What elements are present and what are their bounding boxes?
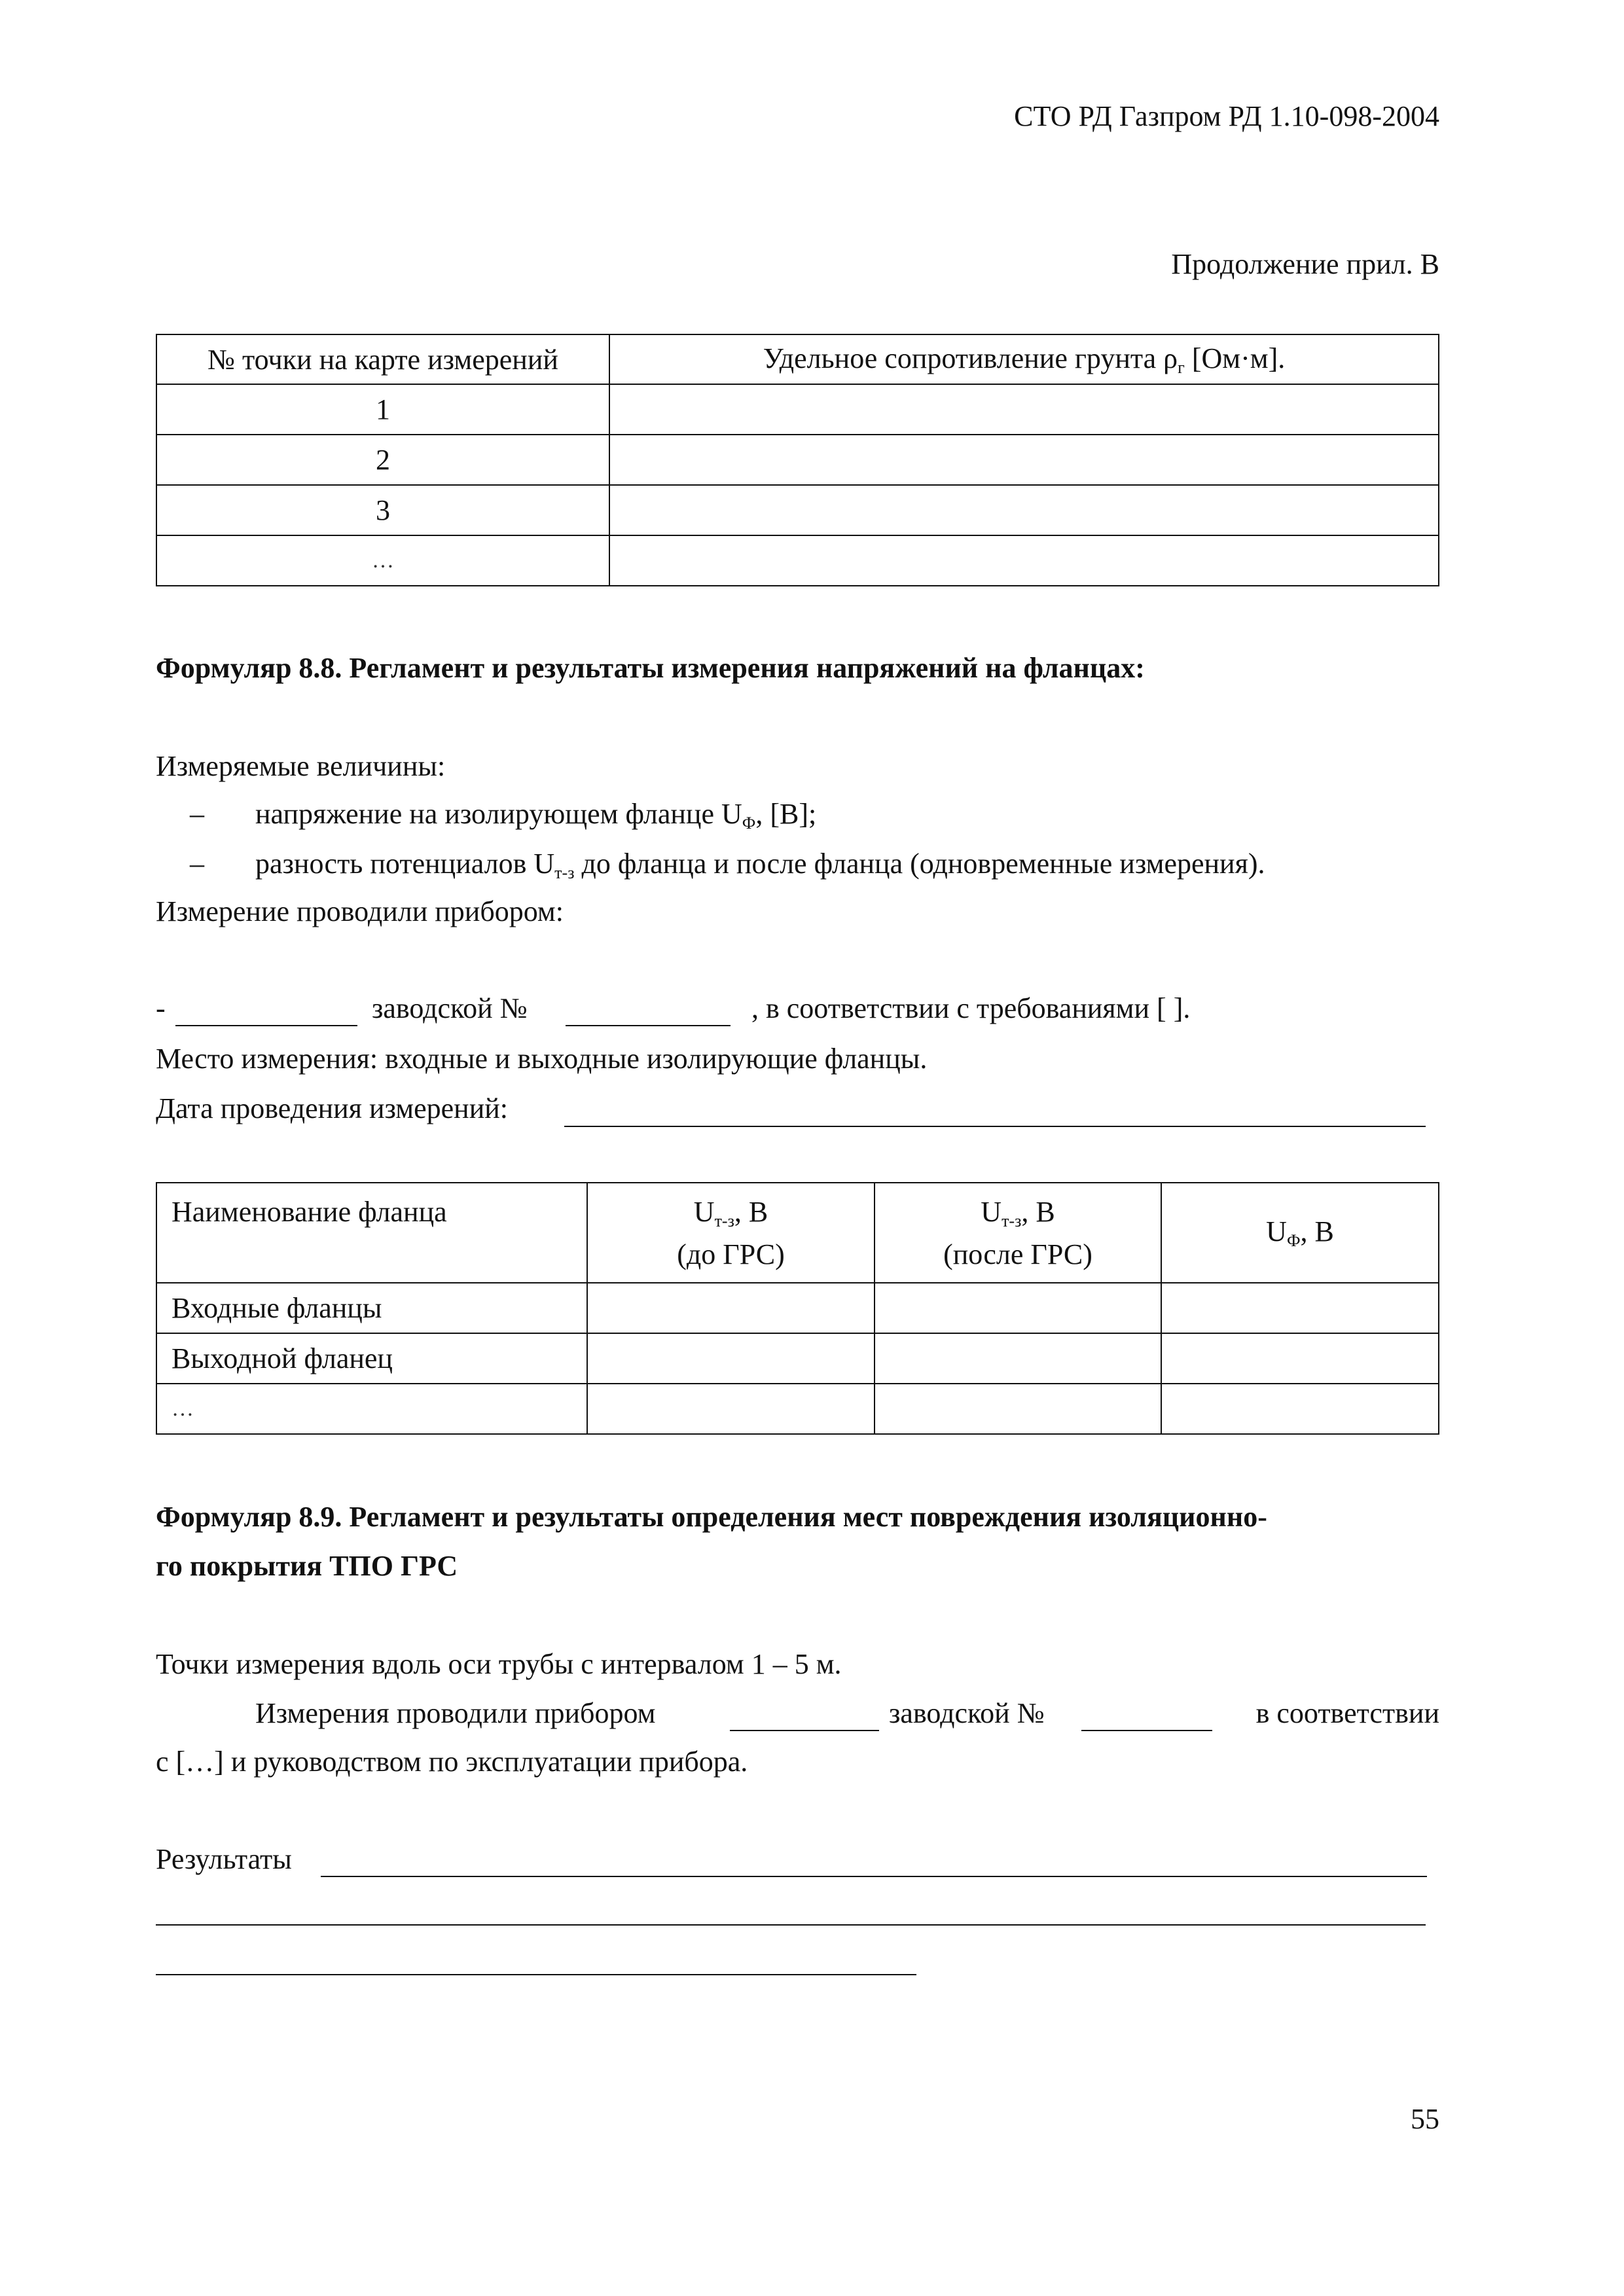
resistivity-cell[interactable]	[609, 384, 1439, 435]
table-row	[156, 1384, 1439, 1434]
results-label: Результаты	[156, 1843, 292, 1875]
resistivity-cell[interactable]	[609, 485, 1439, 535]
bullet-dash: –	[190, 848, 204, 880]
table-row	[156, 485, 1439, 535]
point-number-cell: 3	[156, 485, 609, 535]
voltage-cell[interactable]	[587, 1283, 875, 1333]
results-blank-line1[interactable]	[321, 1876, 1427, 1877]
table-row	[156, 384, 1439, 435]
bullet-text-tail: до фланца и после фланца (одновременные измерения).	[574, 848, 1265, 880]
serial-number-blank[interactable]	[1081, 1730, 1212, 1731]
header-text: Удельное сопротивление грунта ρ	[763, 342, 1178, 374]
measurement-points-text: Точки измерения вдоль оси трубы с интервалом 1 – 5 м.	[156, 1648, 842, 1680]
header-unit: , В	[1021, 1196, 1055, 1228]
results-blank-line2[interactable]	[156, 1924, 1426, 1926]
device-label: Измерение проводили прибором:	[156, 895, 564, 927]
table-row	[156, 435, 1439, 485]
form-8-9-title-line2: го покрытия ТПО ГРС	[156, 1550, 458, 1582]
voltage-cell[interactable]	[1161, 1283, 1439, 1333]
form-8-8-title: Формуляр 8.8. Регламент и результаты измерения напряжений на фланцах:	[156, 652, 1145, 684]
flange-voltage-table	[156, 1182, 1439, 1435]
device-dash: -	[156, 992, 166, 1024]
bullet-text: напряжение на изолирующем фланце U	[255, 798, 742, 830]
measured-values-label: Измеряемые величины:	[156, 750, 446, 782]
column-header-voltage	[875, 1195, 1161, 1231]
resistivity-cell[interactable]	[609, 435, 1439, 485]
serial-number-label: заводской №	[372, 992, 528, 1024]
measurement-place: Место измерения: входные и выходные изолирующие фланцы.	[156, 1043, 928, 1075]
bullet-dash: –	[190, 798, 204, 830]
column-header-after-grs	[875, 1183, 1161, 1283]
header-text: U	[693, 1196, 715, 1228]
header-text: U	[981, 1196, 1002, 1228]
bullet-flange-voltage	[255, 796, 816, 842]
bullet-subscript: Ф	[742, 814, 756, 833]
flange-name-cell: Выходной фланец	[156, 1333, 587, 1384]
measurement-date-blank[interactable]	[564, 1126, 1426, 1127]
header-unit: , В	[734, 1196, 768, 1228]
header-text: U	[1266, 1215, 1287, 1247]
compliance-text-line2: с […] и руководством по эксплуатации прибора.	[156, 1746, 748, 1778]
table-row	[156, 1333, 1439, 1384]
ellipsis-cell: …	[156, 1384, 587, 1434]
header-subscript: г	[1178, 357, 1185, 377]
column-header-point: № точки на карте измерений	[156, 334, 609, 384]
continuation-note: Продолжение прил. В	[1171, 248, 1439, 280]
bullet-potential-difference	[255, 846, 1265, 891]
voltage-cell[interactable]	[875, 1283, 1161, 1333]
table-header-row	[156, 334, 1439, 384]
table-row	[156, 535, 1439, 586]
voltage-cell[interactable]	[875, 1333, 1161, 1384]
device-name-blank[interactable]	[175, 1025, 357, 1026]
page-number: 55	[1411, 2103, 1439, 2135]
point-number-cell: 1	[156, 384, 609, 435]
header-subscript: т-з	[1001, 1211, 1022, 1230]
serial-number-blank[interactable]	[566, 1025, 731, 1026]
resistivity-cell[interactable]	[609, 535, 1439, 586]
voltage-cell[interactable]	[587, 1333, 875, 1384]
voltage-cell[interactable]	[875, 1384, 1161, 1434]
column-header-flange-voltage	[1161, 1183, 1439, 1283]
column-header-note: (после ГРС)	[943, 1238, 1092, 1270]
measurement-device-text: Измерения проводили прибором	[255, 1697, 656, 1729]
bullet-subscript: т-з	[554, 863, 575, 882]
column-header-flange-name: Наименование фланца	[156, 1183, 587, 1283]
device-name-blank[interactable]	[730, 1730, 879, 1731]
table-header-row	[156, 1183, 1439, 1283]
column-header-voltage	[588, 1195, 874, 1231]
bullet-text: разность потенциалов U	[255, 848, 555, 880]
table-row	[156, 1283, 1439, 1333]
column-header-note: (до ГРС)	[677, 1238, 785, 1270]
results-blank-line3[interactable]	[156, 1974, 916, 1975]
serial-number-label: заводской №	[889, 1697, 1045, 1729]
voltage-cell[interactable]	[1161, 1333, 1439, 1384]
bullet-unit: , [В];	[755, 798, 817, 830]
header-subscript: т-з	[714, 1211, 734, 1230]
point-number-cell: 2	[156, 435, 609, 485]
requirements-text: , в соответствии с требованиями [ ].	[751, 992, 1191, 1024]
header-unit: [Ом·м].	[1184, 342, 1286, 374]
measurement-date-label: Дата проведения измерений:	[156, 1092, 509, 1124]
column-header-before-grs	[587, 1183, 875, 1283]
flange-name-cell: Входные фланцы	[156, 1283, 587, 1333]
voltage-cell[interactable]	[1161, 1384, 1439, 1434]
compliance-text: в соответствии	[1255, 1697, 1439, 1729]
column-header-resistivity	[609, 334, 1439, 384]
voltage-cell[interactable]	[587, 1384, 875, 1434]
form-8-9-title-line1: Формуляр 8.9. Регламент и результаты определения мест повреждения изоляционно-	[156, 1501, 1267, 1533]
ellipsis-cell: …	[156, 535, 609, 586]
soil-resistivity-table	[156, 334, 1439, 586]
header-subscript: Ф	[1286, 1231, 1301, 1250]
document-code: СТО РД Газпром РД 1.10-098-2004	[1014, 100, 1439, 132]
header-unit: , В	[1300, 1215, 1334, 1247]
